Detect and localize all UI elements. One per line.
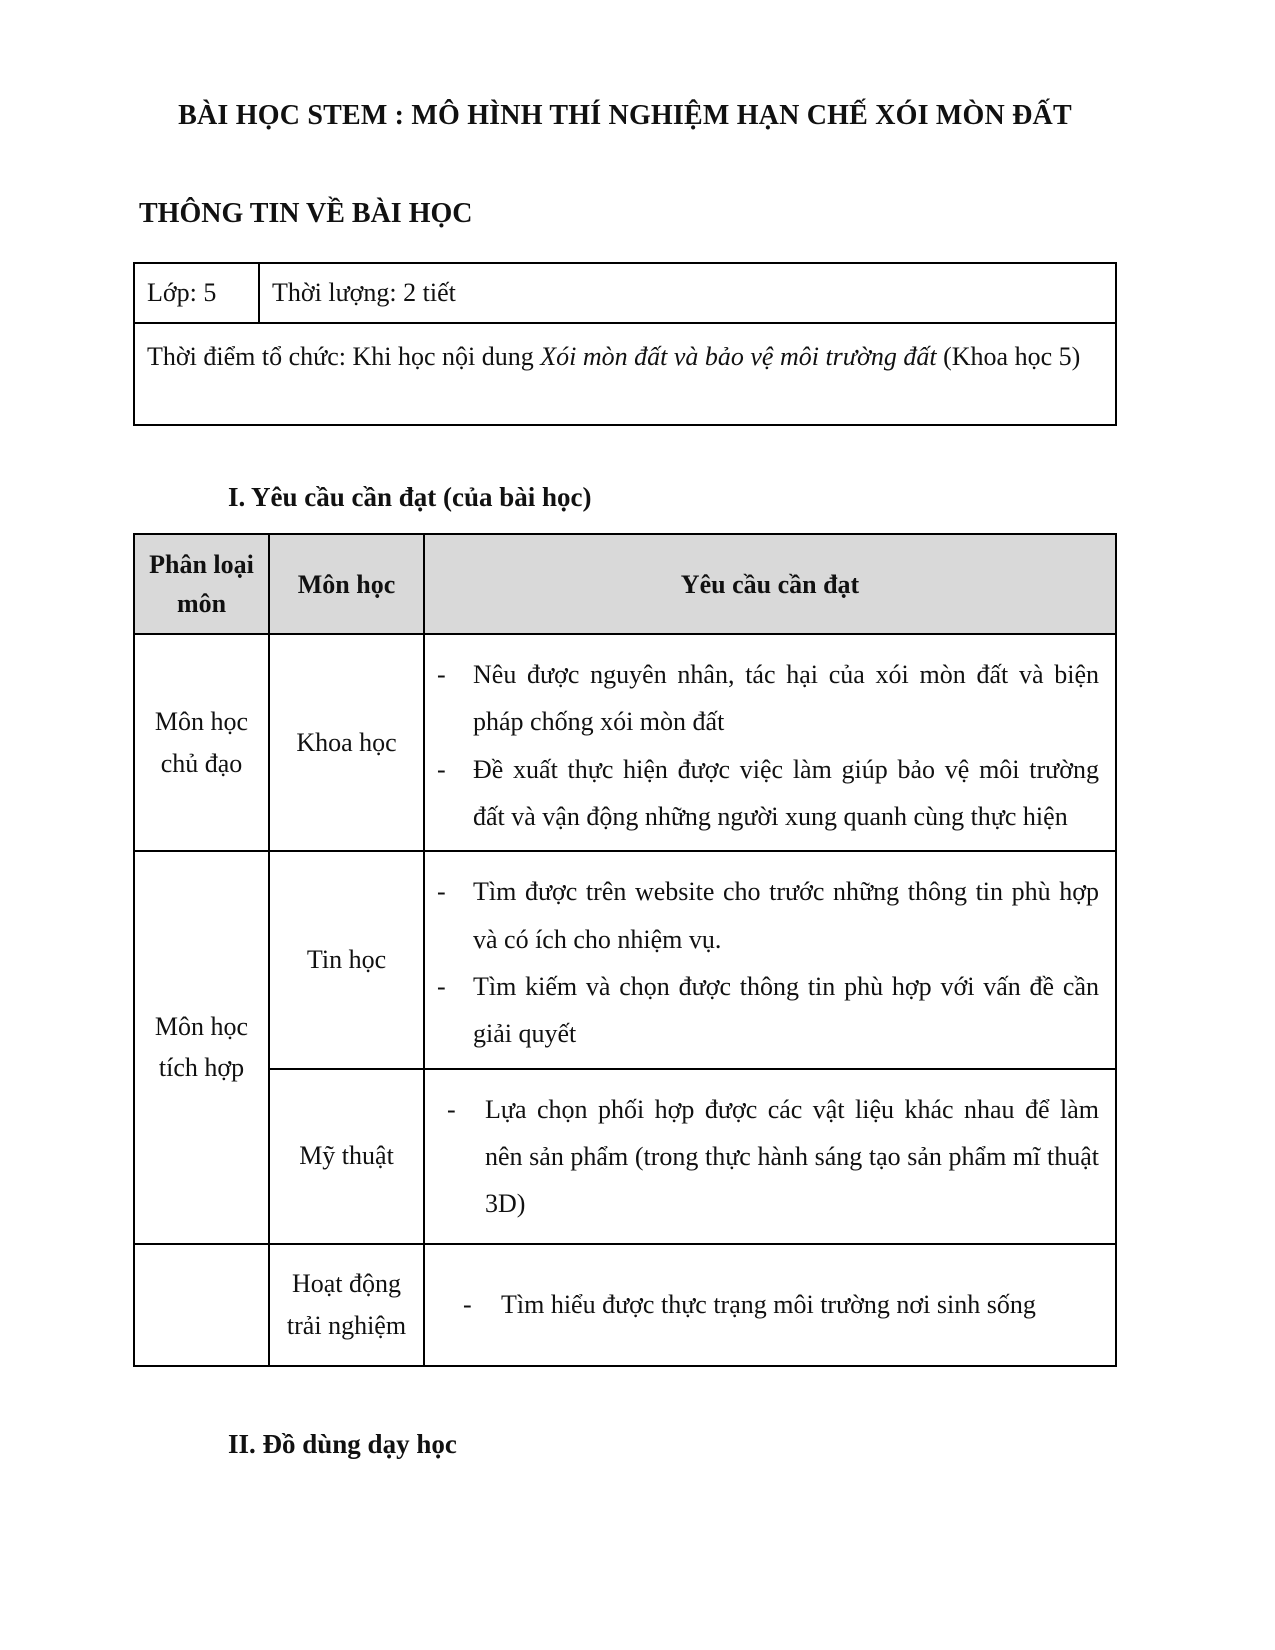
subject-cell: Khoa học <box>269 634 424 851</box>
section-ii-heading: II. Đồ dùng dạy học <box>228 1428 457 1459</box>
document-title: BÀI HỌC STEM : MÔ HÌNH THÍ NGHIỆM HẠN CHẾ XÓI MÒN ĐẤT <box>178 100 1072 131</box>
requirement-text: Tìm được trên website cho trước những thông tin phù hợp và có ích cho nhiệm vụ. <box>473 877 1099 954</box>
requirements-table <box>133 533 1117 1367</box>
bullet-dash: - <box>463 1289 472 1319</box>
time-cell <box>134 323 1116 425</box>
category-cell: Môn học tích hợp <box>134 851 269 1243</box>
requirement-item <box>437 963 1099 1058</box>
requirement-text: Nêu được nguyên nhân, tác hại của xói mòn đất và biện pháp chống xói mòn đất <box>473 660 1099 737</box>
grade-cell: Lớp: 5 <box>134 263 259 323</box>
lesson-info-table <box>133 262 1117 426</box>
category-cell <box>134 1244 269 1366</box>
requirement-item <box>437 1281 1099 1328</box>
requirement-item <box>437 651 1099 746</box>
table-row <box>134 323 1116 425</box>
requirement-item <box>437 746 1099 841</box>
table-row-khoa-hoc <box>134 634 1116 851</box>
requirement-text: Tìm kiếm và chọn được thông tin phù hợp với vấn đề cần giải quyết <box>473 971 1099 1049</box>
requirements-cell <box>424 1244 1116 1366</box>
time-text-prefix: Thời điểm tổ chức: Khi học nội dung <box>147 342 541 371</box>
requirement-item <box>437 868 1099 963</box>
bullet-dash: - <box>447 1094 456 1124</box>
table-header-row <box>134 534 1116 634</box>
duration-cell: Thời lượng: 2 tiết <box>259 263 1116 323</box>
requirements-cell <box>424 1069 1116 1244</box>
subject-cell: Hoạt động trải nghiệm <box>269 1244 424 1366</box>
header-category: Phân loại môn <box>134 534 269 634</box>
bullet-dash: - <box>437 660 446 689</box>
lesson-info-heading: THÔNG TIN VỀ BÀI HỌC <box>139 198 473 229</box>
subject-cell: Mỹ thuật <box>269 1069 424 1244</box>
table-row <box>134 263 1116 323</box>
table-row-hoat-dong <box>134 1244 1116 1366</box>
subject-cell: Tin học <box>269 851 424 1068</box>
requirement-item <box>437 1086 1099 1228</box>
requirements-cell <box>424 634 1116 851</box>
header-subject: Môn học <box>269 534 424 634</box>
requirements-cell <box>424 851 1116 1068</box>
time-text-suffix: (Khoa học 5) <box>936 342 1081 371</box>
bullet-dash: - <box>437 877 446 907</box>
header-requirements: Yêu cầu cần đạt <box>424 534 1116 634</box>
category-cell: Môn học chủ đạo <box>134 634 269 851</box>
requirement-text: Tìm hiểu được thực trạng môi trường nơi sinh sống <box>501 1289 1036 1319</box>
table-row-my-thuat <box>134 1069 1116 1244</box>
bullet-dash: - <box>437 971 446 1001</box>
requirement-text: Lựa chọn phối hợp được các vật liệu khác nhau để làm nên sản phẩm (trong thực hành sáng tạo sản phẩm mĩ thuật 3D) <box>485 1094 1099 1219</box>
requirement-text: Đề xuất thực hiện được việc làm giúp bảo vệ môi trường đất và vận động những người xung quanh cùng thực hiện <box>473 754 1099 831</box>
table-row-tin-hoc <box>134 851 1116 1068</box>
section-i-heading: I. Yêu cầu cần đạt (của bài học) <box>228 482 592 512</box>
bullet-dash: - <box>437 754 446 784</box>
time-text-italic: Xói mòn đất và bảo vệ môi trường đất <box>540 342 937 371</box>
